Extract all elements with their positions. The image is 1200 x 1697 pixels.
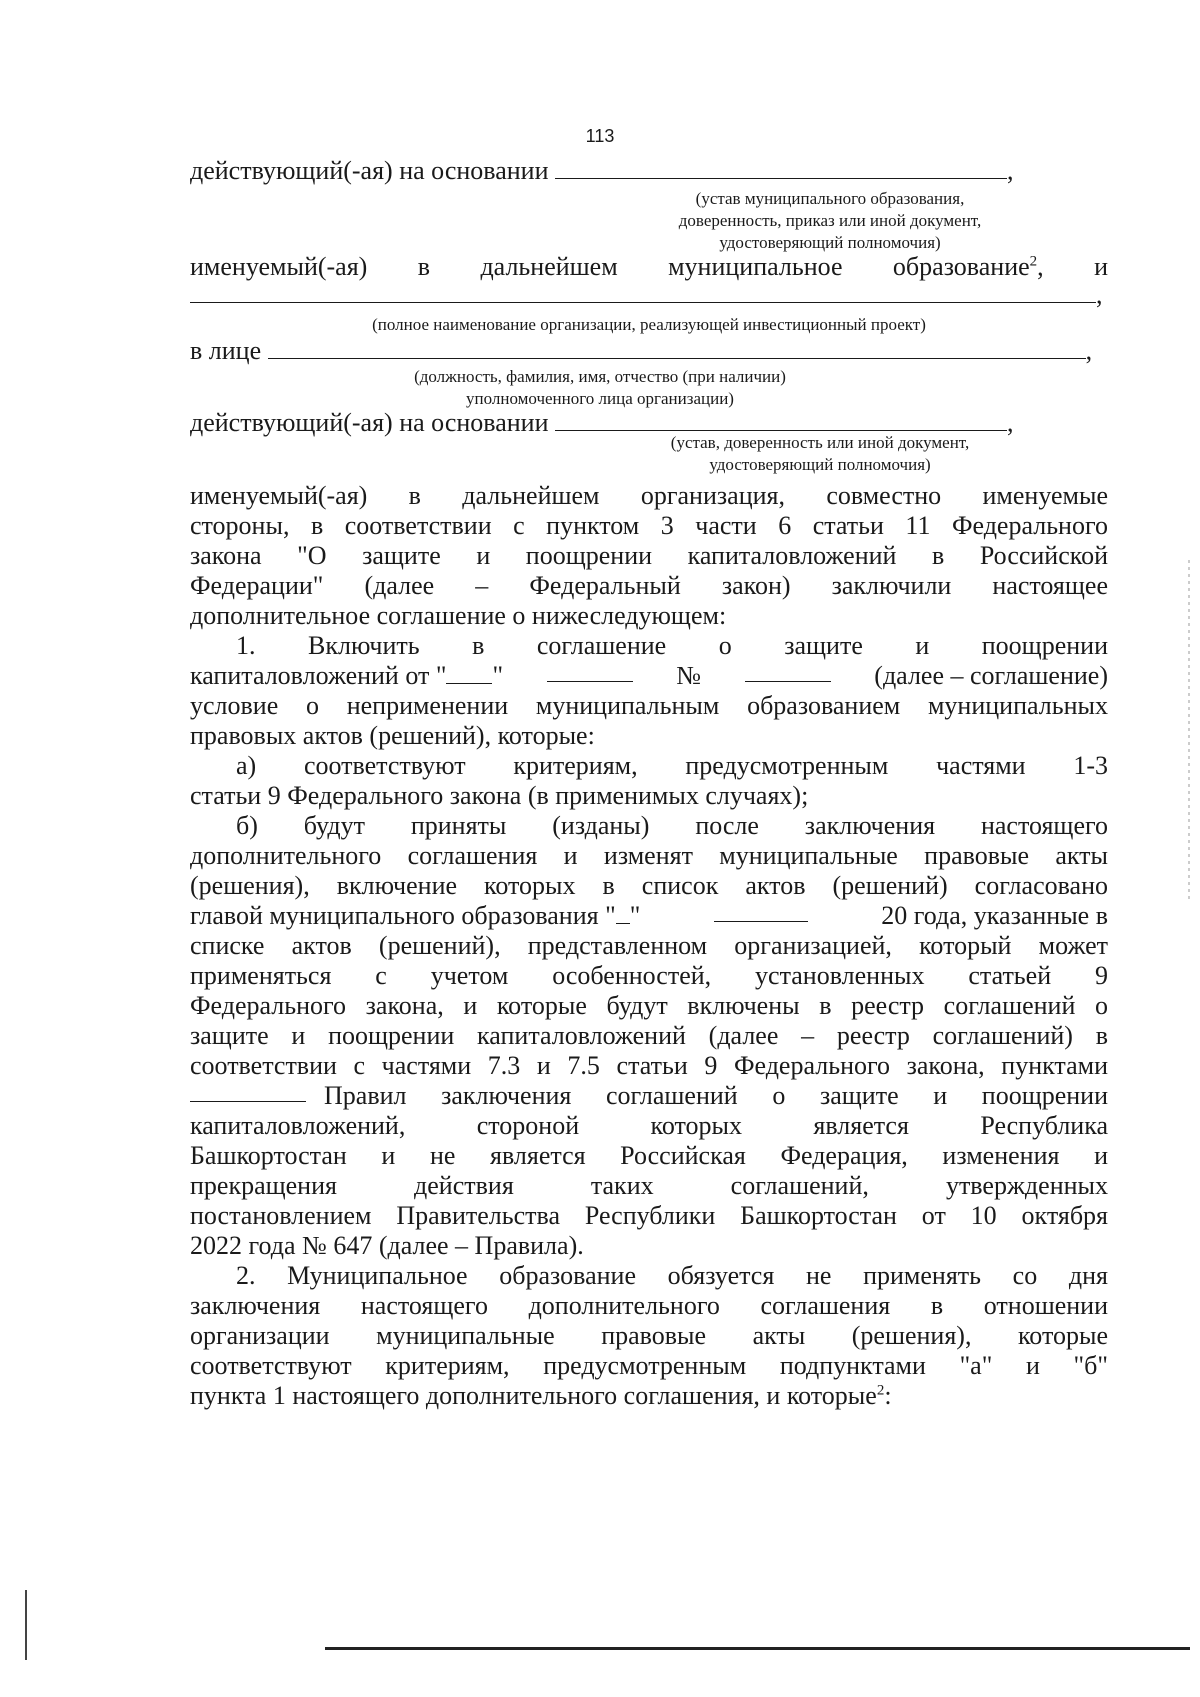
text-line: именуемый(-ая) в дальнейшем организация, совместно именуемые: [190, 481, 1108, 510]
text-line: 2022 года № 647 (далее – Правила).: [190, 1231, 584, 1260]
text-fragment: ": [629, 901, 641, 930]
org-name-blank: [190, 280, 1096, 303]
note-line: удостоверяющий полномочия): [719, 233, 941, 252]
text-line: списке актов (решений), представленном организацией, который может: [190, 931, 1108, 960]
basis-note-1: [620, 188, 1040, 254]
represented-by-line: в лице ,: [190, 336, 1093, 365]
points-blank: [190, 1081, 306, 1102]
text-line: 2. Муниципальное образование обязуется не применять со дня: [236, 1261, 1108, 1290]
represented-by-note: [350, 366, 850, 410]
text-line: закона "О защите и поощрении капиталовложений в Российской: [190, 541, 1108, 570]
text-line: применяться с учетом особенностей, установленных статьей 9: [190, 961, 1108, 990]
org-name-note: (полное наименование организации, реализующей инвестиционный проект): [372, 315, 926, 334]
text-fragment: ": [492, 661, 504, 690]
text-fragment: Правил заключения соглашений о защите и поощрении: [324, 1081, 1108, 1110]
rules-points-line: [190, 1081, 1108, 1111]
text-line: Федерации" (далее – Федеральный закон) заключили настоящее: [190, 571, 1108, 600]
text-line: б) будут приняты (изданы) после заключения настоящего: [236, 811, 1108, 840]
basis-label: действующий(-ая) на основании: [190, 408, 549, 437]
text-line: (решения), включение которых в список актов (решений) согласовано: [190, 871, 1108, 900]
month-blank: [714, 901, 808, 922]
note-line: доверенность, приказ или иной документ,: [678, 211, 982, 230]
footnote-mark: 2: [1029, 253, 1038, 270]
word: в: [417, 252, 431, 281]
text-fragment: 20 года, указанные в: [881, 901, 1108, 930]
text-line: Башкортостан и не является Российская Федерация, изменения и: [190, 1141, 1108, 1170]
text-line: стороны, в соответствии с пунктом 3 части 6 статьи 11 Федерального: [190, 511, 1108, 540]
text-line: правовых актов (решений), которые:: [190, 721, 595, 750]
text-line: капиталовложений, стороной которых является Республика: [190, 1111, 1108, 1140]
text-line: условие о неприменении муниципальным образованием муниципальных: [190, 691, 1108, 720]
text-line: статьи 9 Федерального закона (в применимых случаях);: [190, 781, 809, 810]
note-line: удостоверяющий полномочия): [709, 455, 931, 474]
word: дальнейшем: [480, 252, 618, 281]
month-blank: [547, 661, 633, 682]
text-line: организации муниципальные правовые акты (решения), которые: [190, 1321, 1108, 1350]
text-line: дополнительного соглашения и изменят муниципальные правовые акты: [190, 841, 1108, 870]
text-line: постановлением Правительства Республики Башкортостан от 10 октября: [190, 1201, 1108, 1230]
basis-line-1: действующий(-ая) на основании ,: [190, 156, 1014, 185]
basis-blank: [555, 408, 1007, 431]
note-line: уполномоченного лица организации): [466, 389, 734, 408]
text-line: [190, 1381, 1108, 1411]
agreement-ref-line: [190, 661, 1108, 691]
text-line: заключения настоящего дополнительного соглашения в отношении: [190, 1291, 1108, 1320]
represented-by-label: в лице: [190, 336, 262, 365]
word: муниципальное: [668, 252, 843, 281]
text-fragment: пункта 1 настоящего дополнительного соглашения, и которые: [190, 1381, 877, 1410]
approval-date-line: [190, 901, 1108, 931]
basis-label: действующий(-ая) на основании: [190, 156, 549, 185]
text-line: 1. Включить в соглашение о защите и поощрении: [236, 631, 1108, 660]
represented-by-blank: [268, 336, 1086, 359]
page-number: 113: [585, 126, 615, 146]
word: и: [1094, 252, 1108, 281]
day-blank: [446, 663, 492, 684]
basis-note-2: [620, 432, 1020, 476]
bottom-rule: [325, 1647, 1190, 1650]
text-line: Федерального закона, и которые будут включены в реестр соглашений о: [190, 991, 1108, 1020]
text-line: а) соответствуют критериям, предусмотренным частями 1-3: [236, 751, 1108, 780]
text-line: защите и поощрении капиталовложений (далее – реестр соглашений) в: [190, 1021, 1108, 1050]
word: образование: [892, 252, 1030, 281]
basis-blank: [555, 156, 1007, 179]
scan-edge-mark: [25, 1590, 27, 1660]
scan-artifact: [1188, 560, 1190, 900]
text-line: дополнительное соглашение о нижеследующем:: [190, 601, 727, 630]
note-line: (должность, фамилия, имя, отчество (при наличии): [414, 367, 786, 386]
footnote-mark: 2: [876, 1382, 885, 1399]
text-fragment: (далее – соглашение): [874, 661, 1108, 690]
note-line: (устав, доверенность или иной документ,: [670, 433, 970, 452]
word: именуемый(-ая): [190, 252, 368, 281]
text-line: соответствии с частями 7.3 и 7.5 статьи 9 Федерального закона, пунктами: [190, 1051, 1108, 1080]
basis-line-2: действующий(-ая) на основании ,: [190, 408, 1014, 437]
text-line: соответствуют критериям, предусмотренным подпунктами "а" и "б": [190, 1351, 1108, 1380]
named-municipality-line: именуемый(-ая) в дальнейшем муниципальное образование$^2$, и: [190, 252, 1108, 281]
text-fragment: главой муниципального образования ": [190, 901, 616, 930]
text-fragment: капиталовложений от ": [190, 661, 447, 690]
day-blank: [616, 903, 630, 924]
org-name-line: ,: [190, 280, 1108, 310]
number-blank: [745, 661, 831, 682]
text-line: прекращения действия таких соглашений, утвержденных: [190, 1171, 1108, 1200]
number-sign: №: [676, 661, 702, 690]
text-fragment: :: [884, 1381, 892, 1410]
note-line: (устав муниципального образования,: [695, 189, 965, 208]
